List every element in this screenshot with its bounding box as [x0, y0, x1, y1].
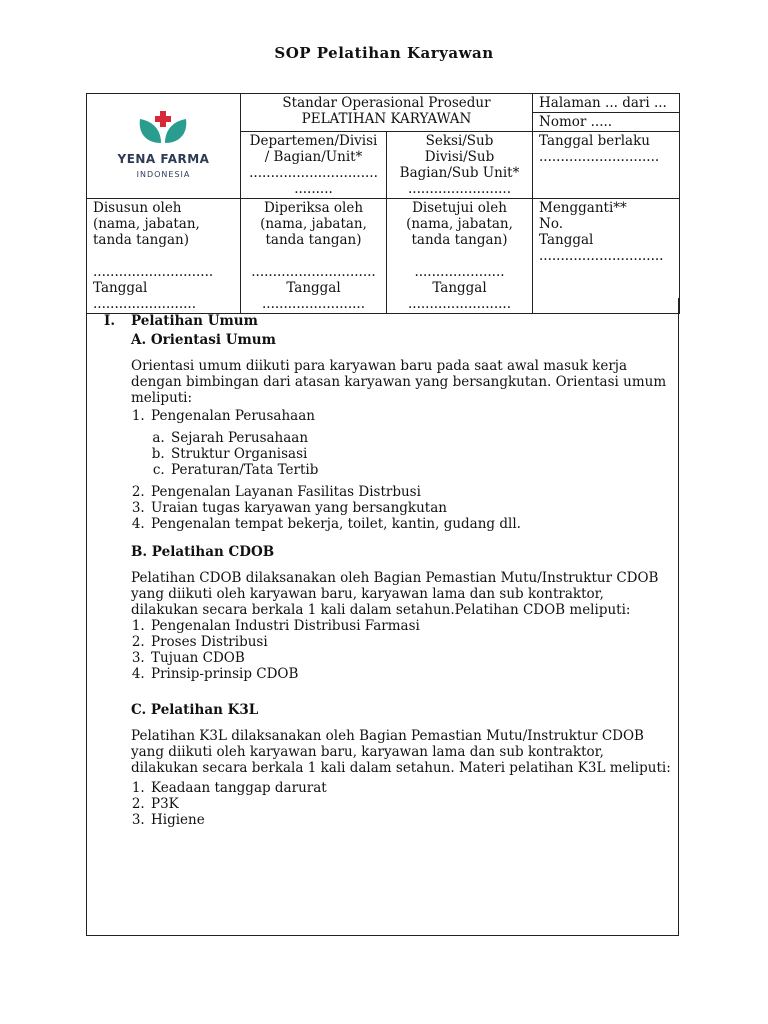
list-item — [149, 408, 674, 478]
halaman-text: Halaman ... dari ... — [533, 94, 679, 113]
list-item: 2. P3K — [149, 796, 674, 812]
seksi-line: Seksi/Sub — [425, 133, 494, 149]
dept-line: Departemen/Divisi — [249, 133, 378, 149]
signature-dots: ..................... — [414, 264, 505, 280]
nomor-text: Nomor ..... — [539, 114, 613, 130]
subsection-a-title: A. Orientasi Umum — [131, 332, 276, 348]
orientasi-list — [131, 408, 674, 532]
logo-brand: YENA FARMA — [117, 152, 210, 166]
disetujui-cell — [387, 199, 533, 314]
list-item-text: Pengenalan Perusahaan — [151, 408, 315, 424]
disusun-line: tanda tangan) — [93, 232, 189, 248]
departemen-cell — [241, 132, 387, 199]
diperiksa-line: tanda tangan) — [265, 232, 362, 248]
seksi-cell — [387, 132, 533, 199]
list-item: 1. Pengenalan Industri Distribusi Farmasi — [149, 618, 674, 634]
section-title: Pelatihan Umum — [131, 313, 258, 329]
section-heading — [104, 313, 674, 329]
tanggal-label: Tanggal — [286, 280, 341, 296]
diperiksa-cell — [241, 199, 387, 314]
tanggal-label: Tanggal — [93, 280, 148, 296]
halaman-cell — [533, 94, 680, 132]
document-title: SOP Pelatihan Karyawan — [274, 44, 494, 62]
logo-sub: INDONESIA — [136, 170, 191, 179]
subsection-b-paragraph: Pelatihan CDOB dilaksanakan oleh Bagian Pemastian Mutu/Instruktur CDOB yang diikuti oleh karyawan baru, karyawan lama dan sub kontraktor, dilakukan secara berkala 1 kali dalam setahun.Pelatihan CDOB meliputi: — [131, 570, 659, 618]
disetujui-line: Disetujui oleh — [412, 200, 507, 216]
leaf-cross-icon — [134, 109, 192, 145]
sub-list — [151, 430, 674, 478]
disusun-line: (nama, jabatan, — [93, 216, 200, 232]
list-item: c. Peraturan/Tata Tertib — [169, 462, 674, 478]
disetujui-line: (nama, jabatan, — [406, 216, 513, 232]
signature-dots: ............................. — [251, 264, 376, 280]
seksi-line: Divisi/Sub — [424, 149, 495, 165]
list-item: 3. Higiene — [149, 812, 674, 828]
sop-header-table — [86, 93, 680, 314]
sop-title-cell — [241, 94, 533, 132]
sop-label: Standar Operasional Prosedur — [282, 95, 491, 111]
list-item: 4. Prinsip-prinsip CDOB — [149, 666, 674, 682]
mengganti-cell — [533, 199, 680, 314]
list-item: 3. Uraian tugas karyawan yang bersangkutan — [149, 500, 674, 516]
list-item: 3. Tujuan CDOB — [149, 650, 674, 666]
mengganti-label: Mengganti** — [539, 200, 627, 216]
diperiksa-line: Diperiksa oleh — [263, 200, 364, 216]
signature-dots: ............................ — [93, 264, 214, 280]
subsection-b-title: B. Pelatihan CDOB — [131, 544, 275, 560]
seksi-dots: ........................ — [408, 181, 511, 197]
disusun-line: Disusun oleh — [93, 200, 182, 216]
tanggal-dots: ........................ — [93, 296, 196, 312]
disusun-cell — [87, 199, 241, 314]
disetujui-line: tanda tangan) — [411, 232, 508, 248]
list-item: 1. Keadaan tanggap darurat — [149, 780, 674, 796]
no-label: No. — [539, 216, 563, 232]
list-item: b. Struktur Organisasi — [169, 446, 674, 462]
dept-dots: ......... — [294, 181, 333, 197]
company-logo — [118, 109, 210, 183]
tanggal-dots: ........................ — [408, 296, 511, 312]
dept-dots: .............................. — [249, 165, 378, 181]
document-content — [104, 313, 674, 828]
subsection-c-paragraph: Pelatihan K3L dilaksanakan oleh Bagian Pemastian Mutu/Instruktur CDOB yang diikuti oleh karyawan baru, karyawan lama dan sub kontraktor, dilakukan secara berkala 1 kali dalam setahun. Materi pelatihan K3L meliputi: — [131, 728, 671, 776]
tanggal-label: Tanggal — [539, 232, 594, 248]
tanggal-berlaku-label: Tanggal berlaku — [539, 133, 650, 149]
tanggal-berlaku-cell — [533, 132, 680, 199]
tanggal-berlaku-dots: ............................ — [539, 149, 660, 165]
dept-line: / Bagian/Unit* — [264, 149, 363, 165]
list-item: 4. Pengenalan tempat bekerja, toilet, kantin, gudang dll. — [149, 516, 674, 532]
mengganti-dots: ............................. — [539, 248, 664, 264]
seksi-line: Bagian/Sub Unit* — [399, 165, 520, 181]
list-item: a. Sejarah Perusahaan — [169, 430, 674, 446]
sop-name: PELATIHAN KARYAWAN — [301, 111, 472, 127]
subsection-a-paragraph: Orientasi umum diikuti para karyawan baru pada saat awal masuk kerja dengan bimbingan dari atasan karyawan yang bersangkutan. Orientasi umum meliputi: — [131, 358, 667, 406]
logo-cell — [87, 94, 241, 199]
subsection-c-title: C. Pelatihan K3L — [131, 702, 259, 718]
cdob-list — [131, 618, 674, 682]
tanggal-label: Tanggal — [432, 280, 487, 296]
list-item: 2. Proses Distribusi — [149, 634, 674, 650]
section-number: I. — [104, 313, 116, 329]
k3l-list — [131, 780, 674, 828]
diperiksa-line: (nama, jabatan, — [260, 216, 367, 232]
list-item: 2. Pengenalan Layanan Fasilitas Distrbusi — [149, 484, 674, 500]
tanggal-dots: ........................ — [262, 296, 365, 312]
